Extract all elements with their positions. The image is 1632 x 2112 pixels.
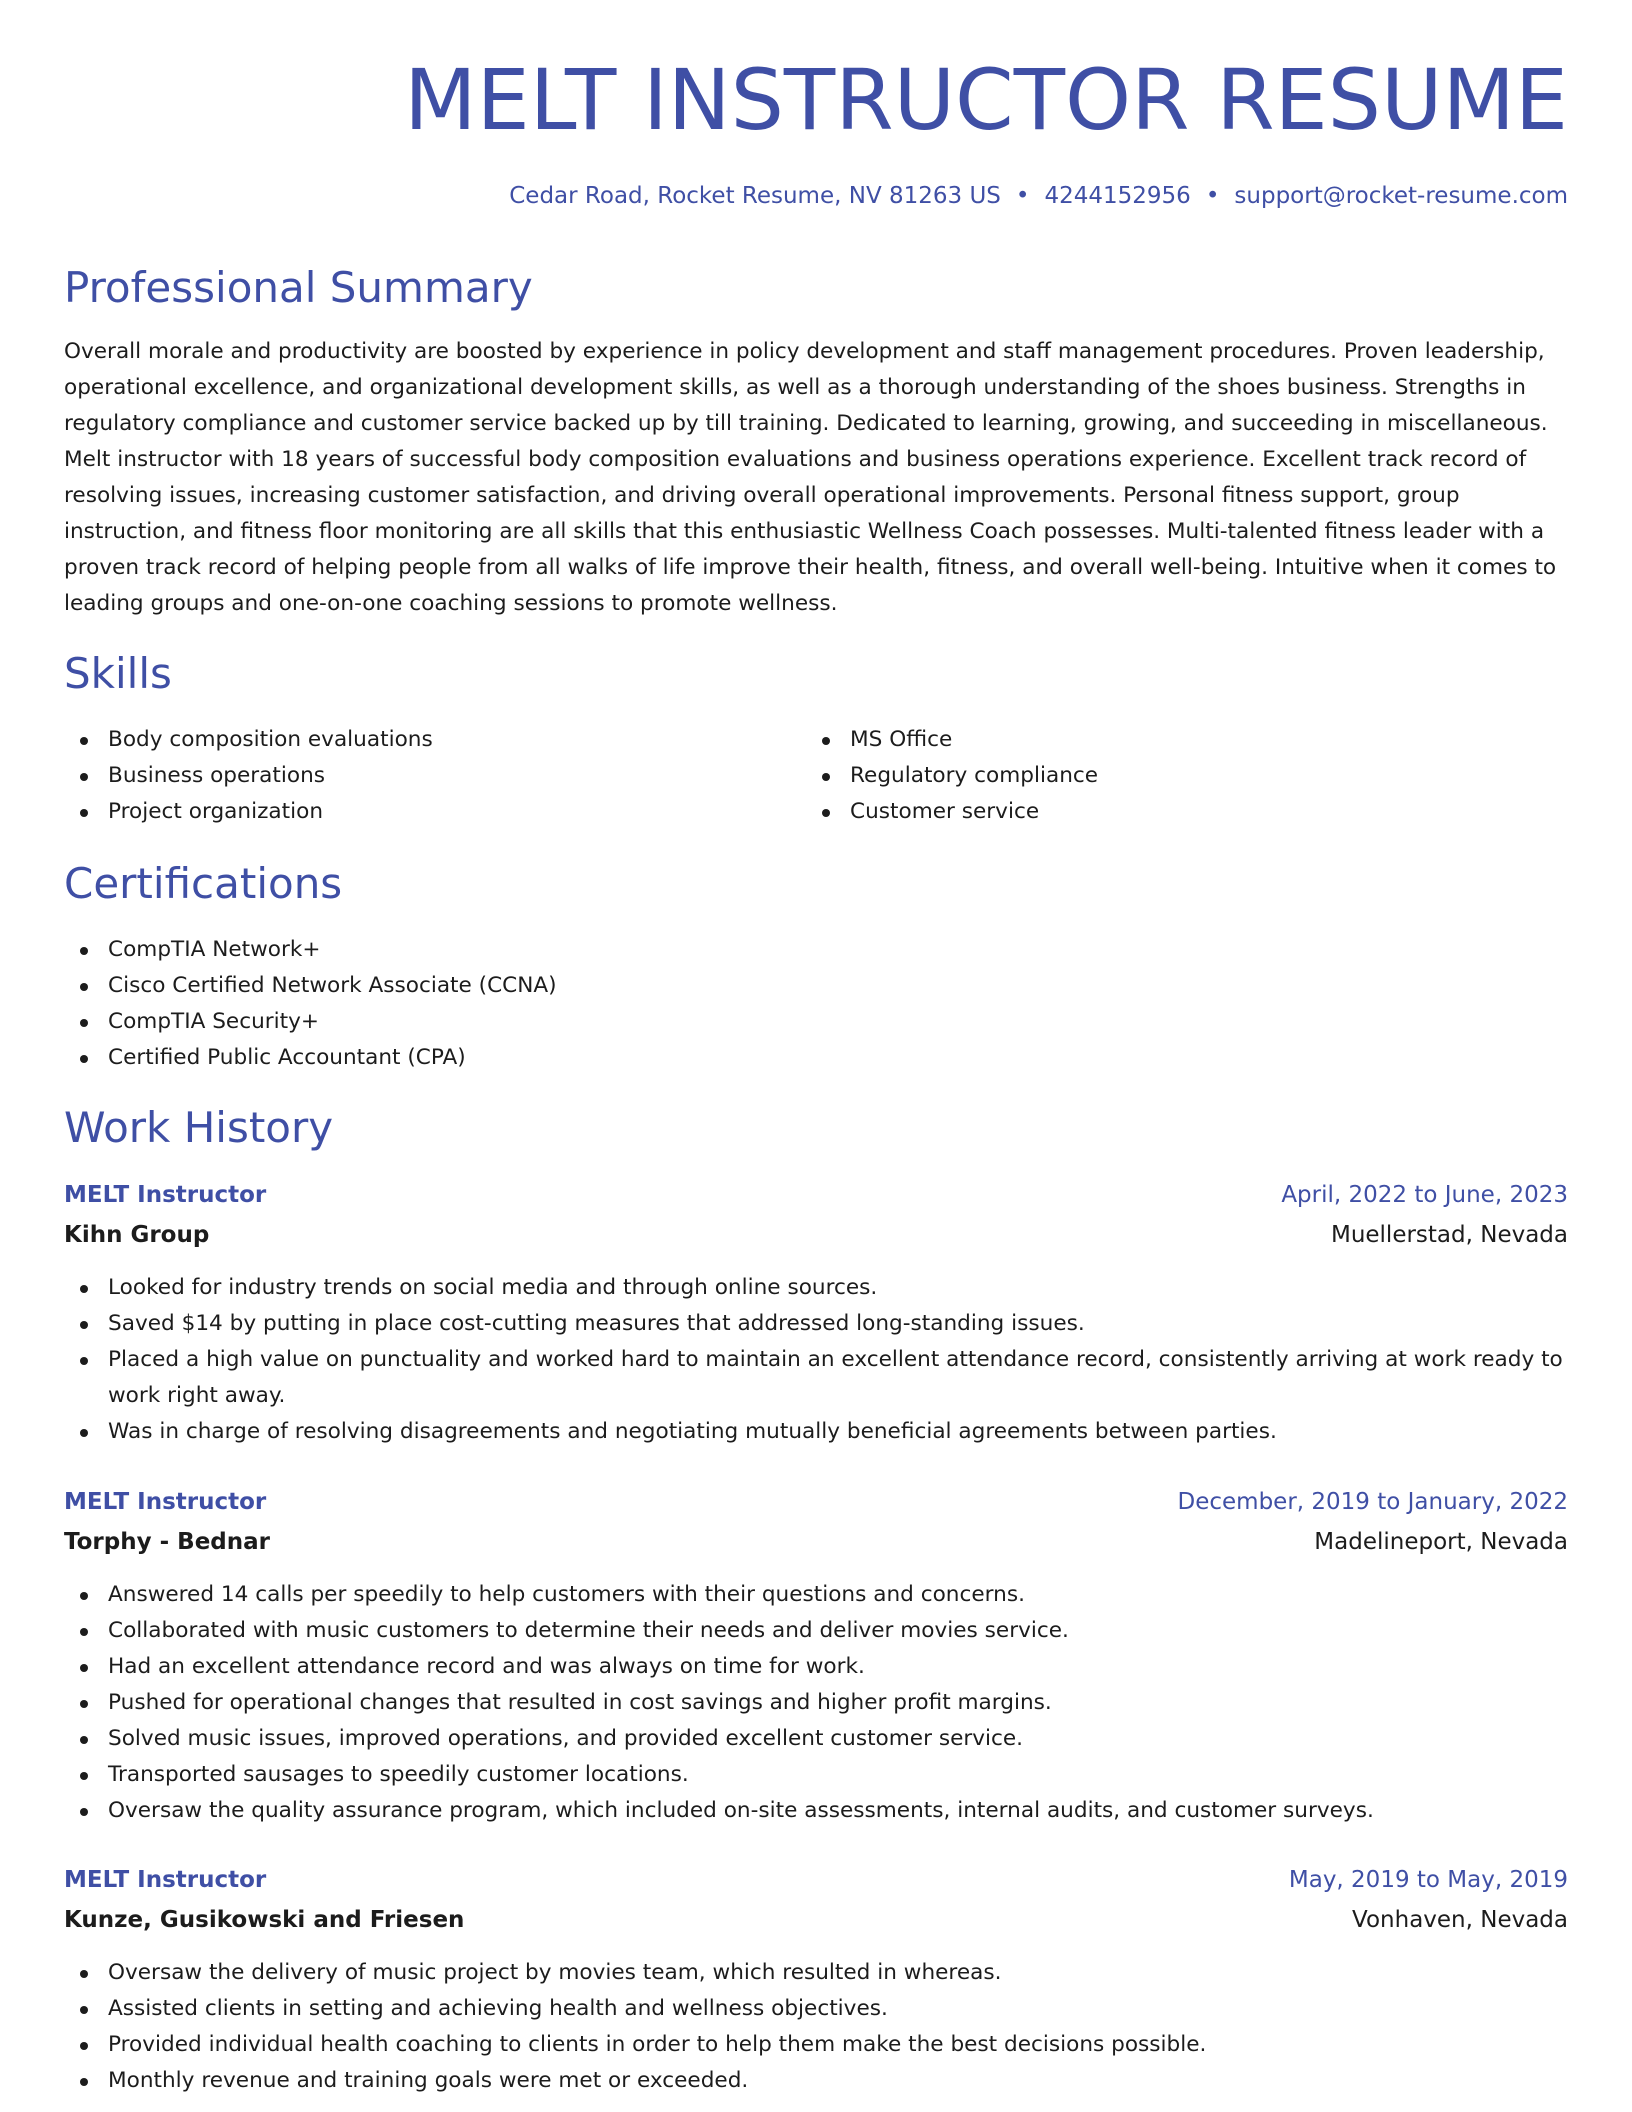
skill-item: Business operations: [64, 758, 764, 794]
bullet-dot: [80, 1808, 88, 1816]
contact-phone: 4244152956: [1044, 183, 1191, 209]
bullet-dot: [822, 809, 830, 817]
certification-item: CompTIA Network+: [64, 932, 1568, 968]
certification-item: Cisco Certified Network Associate (CCNA): [64, 968, 1568, 1004]
bullet-dot: [80, 1700, 88, 1708]
job-bullet: Transported sausages to speedily customer locations.: [64, 1757, 1568, 1793]
job-company-row: [64, 1524, 1568, 1560]
skills-list-right: [806, 722, 1506, 830]
job-dates: April, 2022 to June, 2023: [1281, 1182, 1568, 1208]
job-bullet: Solved music issues, improved operations, and provided excellent customer service.: [64, 1721, 1568, 1757]
bullet-dot: [80, 1664, 88, 1672]
job-dates: May, 2019 to May, 2019: [1288, 1867, 1568, 1893]
job-bullet: Oversaw the delivery of music project by movies team, which resulted in whereas.: [64, 1955, 1568, 1991]
certification-item: CompTIA Security+: [64, 1004, 1568, 1040]
bullet-dot: [80, 1772, 88, 1780]
job-company: Kunze, Gusikowski and Friesen: [64, 1907, 465, 1933]
contact-address: Cedar Road, Rocket Resume, NV 81263 US: [509, 183, 1001, 209]
job-location: Muellerstad, Nevada: [1330, 1222, 1568, 1248]
bullet-dot: [80, 2006, 88, 2014]
job-company: Kihn Group: [64, 1222, 210, 1248]
bullet-dot: [80, 1736, 88, 1744]
skills-heading: Skills: [64, 649, 172, 698]
bullet-dot: [80, 1019, 88, 1027]
job-bullet: Pushed for operational changes that resulted in cost savings and higher profit margins.: [64, 1685, 1568, 1721]
summary-heading: Professional Summary: [64, 263, 533, 312]
bullet-dot: [80, 1285, 88, 1293]
bullet-dot: [80, 1321, 88, 1329]
contact-email[interactable]: support@rocket-resume.com: [1234, 183, 1568, 209]
bullet-dot: [80, 773, 88, 781]
bullet-dot: [822, 737, 830, 745]
job-bullet: Assisted clients in setting and achieving health and wellness objectives.: [64, 1991, 1568, 2027]
job-bullet: Collaborated with music customers to determine their needs and deliver movies service.: [64, 1613, 1568, 1649]
bullet-dot: [80, 809, 88, 817]
job-bullet: Oversaw the quality assurance program, which included on-site assessments, internal audits, and customer surveys.: [64, 1793, 1568, 1829]
bullet-dot: [80, 983, 88, 991]
bullet-dot: [80, 1055, 88, 1063]
skill-item: Body composition evaluations: [64, 722, 764, 758]
certification-item: Certified Public Accountant (CPA): [64, 1040, 1568, 1076]
job-dates: December, 2019 to January, 2022: [1177, 1489, 1568, 1515]
job-header: [64, 1862, 1568, 1898]
job-bullet: Provided individual health coaching to clients in order to help them make the best decisions possible.: [64, 2027, 1568, 2063]
bullet-dot: [822, 773, 830, 781]
resume-title: MELT INSTRUCTOR RESUME: [404, 51, 1568, 149]
job-bullets: [64, 1270, 1568, 1450]
summary-text: Overall morale and productivity are boosted by experience in policy development and staff management procedures. Proven leadership, operational excellence, and organizational development skills, as well as a thorough understanding of the shoes business. Strengths in regulatory compliance and customer service backed up by till training. Dedicated to learning, growing, and succeeding in miscellaneous. Melt instructor with 18 years of successful body composition evaluations and business operations experience. Excellent track record of resolving issues, increasing customer satisfaction, and driving overall operational improvements. Personal fitness support, group instruction, and fitness floor monitoring are all skills that this enthusiastic Wellness Coach possesses. Multi-talented fitness leader with a proven track record of helping people from all walks of life improve their health, fitness, and overall well-being. Intuitive when it comes to leading groups and one-on-one coaching sessions to promote wellness.: [64, 339, 1557, 616]
job-bullets: [64, 1955, 1568, 2099]
job-title: MELT Instructor: [64, 1182, 267, 1208]
bullet-dot: [80, 1970, 88, 1978]
bullet-dot: [80, 2078, 88, 2086]
job-bullet: Saved $14 by putting in place cost-cutting measures that addressed long-standing issues.: [64, 1306, 1568, 1342]
bullet-dot: [80, 947, 88, 955]
job-location: Vonhaven, Nevada: [1352, 1907, 1568, 1933]
bullet-dot: [80, 1357, 88, 1365]
job-company-row: [64, 1217, 1568, 1253]
bullet-dot: [80, 1628, 88, 1636]
skill-item: Project organization: [64, 794, 764, 830]
bullet-dot: [80, 737, 88, 745]
job-header: [64, 1484, 1568, 1520]
job-location: Madelineport, Nevada: [1314, 1529, 1568, 1555]
job-title: MELT Instructor: [64, 1867, 267, 1893]
job-bullet: Had an excellent attendance record and was always on time for work.: [64, 1649, 1568, 1685]
job-company-row: [64, 1902, 1568, 1938]
bullet-dot: [80, 1429, 88, 1437]
contact-separator: •: [1015, 183, 1030, 209]
skill-item: Customer service: [806, 794, 1506, 830]
work-history-heading: Work History: [64, 1103, 334, 1152]
job-bullet: Monthly revenue and training goals were met or exceeded.: [64, 2063, 1568, 2099]
contact-line: [509, 180, 1568, 212]
job-bullet: Was in charge of resolving disagreements and negotiating mutually beneficial agreements between parties.: [64, 1414, 1568, 1450]
job-company: Torphy - Bednar: [64, 1529, 271, 1555]
skills-list-left: [64, 722, 764, 830]
bullet-dot: [80, 1592, 88, 1600]
job-title: MELT Instructor: [64, 1489, 267, 1515]
contact-separator: •: [1205, 183, 1220, 209]
skill-item: Regulatory compliance: [806, 758, 1506, 794]
job-header: [64, 1177, 1568, 1213]
skill-item: MS Office: [806, 722, 1506, 758]
job-bullet: Placed a high value on punctuality and worked hard to maintain an excellent attendance record, consistently arriving at work ready to work right away.: [64, 1342, 1568, 1414]
job-bullet: Answered 14 calls per speedily to help customers with their questions and concerns.: [64, 1577, 1568, 1613]
bullet-dot: [80, 2042, 88, 2050]
job-bullets: [64, 1577, 1568, 1829]
certifications-list: [64, 932, 1568, 1076]
job-bullet: Looked for industry trends on social media and through online sources.: [64, 1270, 1568, 1306]
certifications-heading: Certifications: [64, 859, 343, 908]
